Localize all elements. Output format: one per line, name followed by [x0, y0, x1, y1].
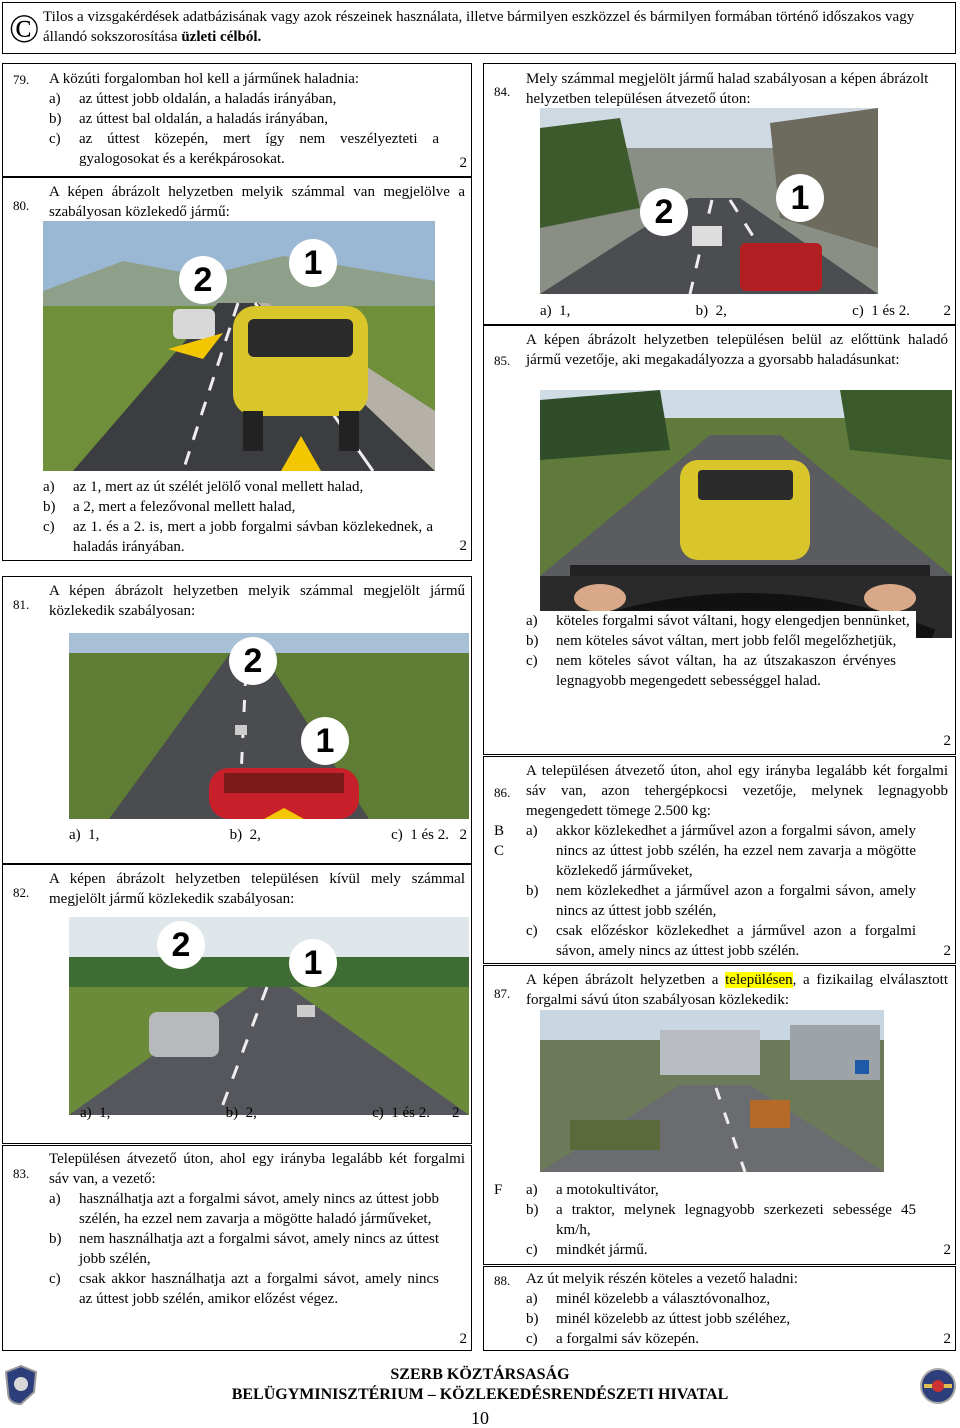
option-a[interactable]: a) az úttest jobb oldalán, a haladás irányában,	[49, 91, 337, 107]
option-list	[526, 611, 916, 691]
question-79	[2, 63, 472, 177]
question-photo	[43, 221, 435, 471]
question-number: 79.	[13, 72, 30, 87]
points: 2	[943, 1331, 951, 1347]
option-c[interactable]: c) 1 és 2.	[852, 303, 910, 319]
question-text: A képen ábrázolt helyzetben a településen, a fizikailag elválasztott forgalmi sávú úton szabályosan közlekedik:	[526, 972, 949, 1008]
points: 2	[943, 733, 951, 749]
question-number: 85.	[494, 353, 511, 368]
question-text: A képen ábrázolt helyzetben településen belül az előttünk haladó jármű vezetője, aki megakadályozza a gyorsabb haladásunkat:	[526, 332, 948, 368]
marker-2-badge: 2	[157, 921, 205, 969]
copyright-notice-box	[2, 2, 956, 54]
option-c[interactable]: c) az úttest közepén, mert így nem veszélyezteti a gyalogosokat és a kerékpárosokat.	[49, 131, 439, 167]
option-b[interactable]: b) nem használhatja azt a forgalmi sávot, amely nincs az úttest jobb szélén,	[49, 1231, 439, 1267]
option-a[interactable]: a) köteles forgalmi sávot váltani, hogy elengedjen bennünket,	[526, 613, 910, 629]
question-81	[2, 576, 472, 864]
option-b[interactable]: b) 2,	[695, 303, 727, 319]
question-photo	[69, 633, 469, 819]
option-a[interactable]: a) a motokultivátor,	[526, 1182, 659, 1198]
question-text: A közúti forgalomban hol kell a járműnek haladnia:	[49, 71, 360, 87]
question-85	[483, 325, 956, 755]
footer-ministry: BELÜGYMINISZTÉRIUM – KÖZLEKEDÉSRENDÉSZETI HIVATAL	[231, 1386, 729, 1403]
traffic-police-emblem-logo	[920, 1366, 956, 1406]
question-photo	[69, 917, 469, 1115]
copyright-notice: Tilos a vizsgakérdések adatbázisának vagy azok részeinek használata, illetve bármilyen eszközzel és bármilyen formában történő időszakos vagy állandó sokszorosítása üzleti célból.	[43, 9, 915, 45]
option-b[interactable]: b) a traktor, melynek legnagyobb szerkezeti sebessége 45 km/h,	[526, 1202, 916, 1238]
option-a[interactable]: a) 1,	[80, 1105, 111, 1121]
question-84	[483, 63, 956, 325]
answer-row	[69, 825, 449, 845]
marker-1-badge: 1	[289, 239, 337, 287]
option-b[interactable]: b) minél közelebb az úttest jobb széléhez,	[526, 1311, 791, 1327]
question-text: A településen átvezető úton, ahol egy irányba legalább két forgalmi sáv van, azon tehergépkocsi vezetője, melynek legnagyobb megengedett tömege 2.500 kg:	[526, 763, 948, 819]
question-86	[483, 756, 956, 964]
option-b[interactable]: b) nem köteles sávot váltan, mert jobb felől megelőzhetjük,	[526, 633, 897, 649]
option-c[interactable]: c) az 1. és a 2. is, mert a jobb forgalmi sávban közlekednek, a haladás irányában.	[43, 519, 433, 555]
question-88	[483, 1266, 956, 1351]
question-87	[483, 965, 956, 1265]
option-c[interactable]: c) 1 és 2.	[372, 1105, 430, 1121]
question-photo	[540, 390, 952, 576]
marker-2-badge: 2	[640, 188, 688, 236]
option-b[interactable]: b) a 2, mert a felezővonal mellett halad,	[43, 499, 296, 515]
option-list	[49, 1189, 439, 1309]
police-emblem-logo	[4, 1364, 38, 1406]
option-c[interactable]: c) csak előzéskor közlekedhet a járművel azon a forgalmi sávon, amely nincs az úttest jobb szélén.	[526, 923, 916, 959]
question-text: Az út melyik részén köteles a vezető haladni:	[526, 1271, 798, 1287]
option-a[interactable]: a) 1,	[69, 827, 100, 843]
question-number: 86.	[494, 785, 511, 800]
option-a[interactable]: a) akkor közlekedhet a járművel azon a forgalmi sávon, amely nincs az úttest jobb szélén, ha ezzel nem zavarja a mögötte közlekedő járműveket,	[526, 823, 916, 879]
question-83	[2, 1145, 472, 1351]
option-list	[526, 1180, 916, 1260]
page-number: 10	[471, 1408, 489, 1428]
option-b[interactable]: b) nem közlekedhet a járművel azon a forgalmi sávon, amely nincs az úttest jobb szélén,	[526, 883, 916, 919]
question-number: 82.	[13, 885, 30, 900]
question-text: A képen ábrázolt helyzetben melyik számmal megjelölt jármű közlekedik szabályosan:	[49, 583, 465, 619]
question-number: 83.	[13, 1166, 30, 1181]
marker-2-badge: 2	[229, 637, 277, 685]
marker-1-badge: 1	[776, 174, 824, 222]
question-80	[2, 177, 472, 561]
category-label: B C	[494, 823, 505, 859]
question-text: Településen átvezető úton, ahol egy irányba legalább két forgalmi sáv van, a vezető:	[49, 1151, 465, 1187]
option-c[interactable]: c) a forgalmi sáv közepén.	[526, 1331, 700, 1347]
points: 2	[459, 538, 467, 554]
question-number: 88.	[494, 1273, 511, 1288]
option-b[interactable]: b) az úttest bal oldalán, a haladás irányában,	[49, 111, 329, 127]
option-list	[526, 821, 916, 961]
option-list	[49, 89, 469, 169]
question-text: A képen ábrázolt helyzetben melyik számmal van megjelölve a szabályosan közlekedő jármű:	[49, 184, 465, 220]
points: 2	[459, 155, 467, 171]
option-c[interactable]: c) csak akkor használhatja azt a forgalmi sávot, amely nincs az úttest jobb szélén, amikor előzést végez.	[49, 1271, 439, 1307]
question-text: Mely számmal megjelölt jármű halad szabályosan a képen ábrázolt helyzetben településen átvezető úton:	[526, 71, 929, 107]
question-82	[2, 864, 472, 1144]
points: 2	[452, 1105, 460, 1121]
marker-1-badge: 1	[301, 717, 349, 765]
points: 2	[459, 827, 467, 843]
category-label: F	[494, 1182, 503, 1198]
points: 2	[943, 1242, 951, 1258]
option-a[interactable]: a) minél közelebb a választóvonalhoz,	[526, 1291, 771, 1307]
points: 2	[943, 303, 951, 319]
option-b[interactable]: b) 2,	[225, 1105, 257, 1121]
question-number: 84.	[494, 84, 511, 99]
points: 2	[459, 1331, 467, 1347]
option-c[interactable]: c) mindkét jármű.	[526, 1242, 648, 1258]
option-a[interactable]: a) használhatja azt a forgalmi sávot, amely nincs az úttest jobb szélén, ha ezzel nem zavarja a mögötte haladó járműveket,	[49, 1191, 439, 1227]
copyright-icon: ©	[9, 6, 40, 51]
question-photo	[540, 1010, 884, 1172]
option-a[interactable]: a) az 1, mert az út szélét jelölő vonal mellett halad,	[43, 479, 364, 495]
option-a[interactable]: a) 1,	[540, 303, 571, 319]
option-b[interactable]: b) 2,	[229, 827, 261, 843]
footer-country: SZERB KÖZTÁRSASÁG	[390, 1366, 570, 1383]
question-number: 81.	[13, 597, 30, 612]
question-text: A képen ábrázolt helyzetben településen kívül mely számmal megjelölt jármű közlekedik szabályosan:	[49, 871, 465, 907]
marker-2-badge: 2	[179, 256, 227, 304]
option-list	[526, 1289, 916, 1349]
marker-1-badge: 1	[289, 939, 337, 987]
question-photo	[540, 108, 878, 294]
option-c[interactable]: c) 1 és 2.	[391, 827, 449, 843]
question-number: 87.	[494, 986, 511, 1001]
answer-row	[540, 301, 910, 321]
answer-row	[80, 1103, 430, 1123]
question-number: 80.	[13, 198, 30, 213]
option-list	[43, 477, 465, 557]
option-c[interactable]: c) nem köteles sávot váltan, ha az útszakaszon érvényes legnagyobb megengedett sebességgel halad.	[526, 653, 896, 689]
points: 2	[943, 943, 951, 959]
